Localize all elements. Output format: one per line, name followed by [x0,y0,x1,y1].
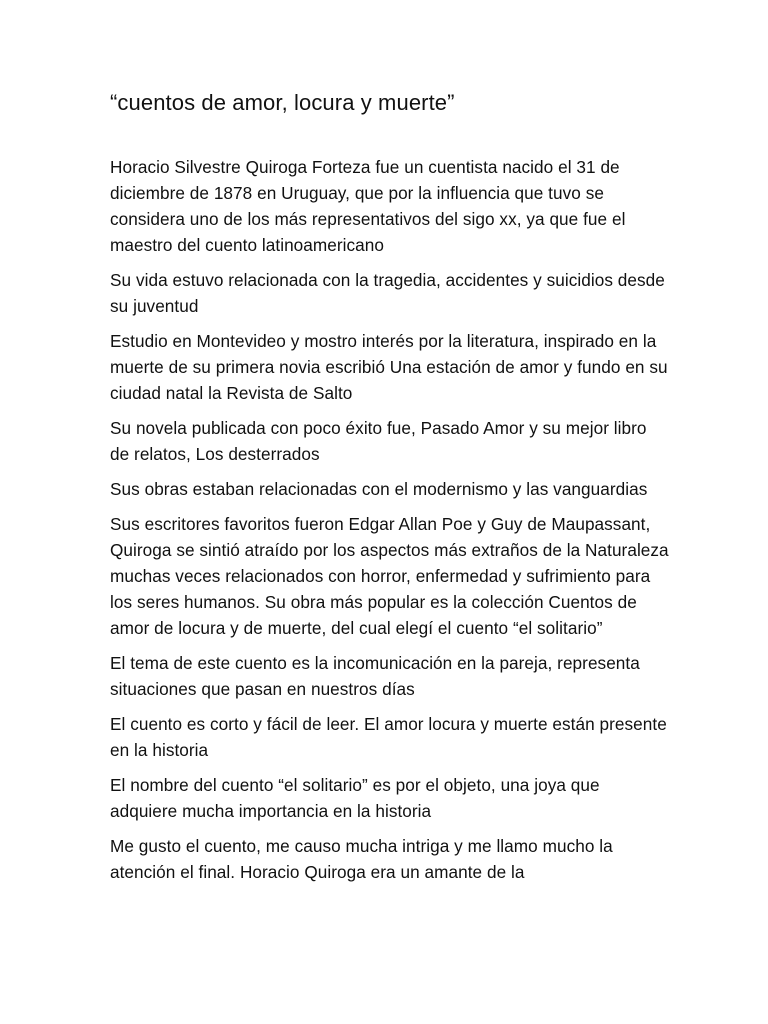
paragraph-studies: Estudio en Montevideo y mostro interés por la literatura, inspirado en la muerte de su primera novia escribió Una estación de amor y fundo en su ciudad natal la Revista de Salto [110,331,668,403]
paragraph-title-meaning: El nombre del cuento “el solitario” es por el objeto, una joya que adquiere mucha importancia en la historia [110,775,600,821]
paragraph-novel: Su novela publicada con poco éxito fue, Pasado Amor y su mejor libro de relatos, Los desterrados [110,418,647,464]
paragraph-life: Su vida estuvo relacionada con la tragedia, accidentes y suicidios desde su juventud [110,270,665,316]
paragraph-works: Sus obras estaban relacionadas con el modernismo y las vanguardias [110,479,648,499]
paragraph-intro: Horacio Silvestre Quiroga Forteza fue un cuentista nacido el 31 de diciembre de 1878 en Uruguay, que por la influencia que tuvo se considera uno de los más representativos del sigo xx, ya que fue el maestro del cuento latinoamericano [110,157,626,255]
document-title: “cuentos de amor, locura y muerte” [110,90,455,115]
paragraph-style: El cuento es corto y fácil de leer. El amor locura y muerte están presente en la historia [110,714,667,760]
paragraph-influences: Sus escritores favoritos fueron Edgar Allan Poe y Guy de Maupassant, Quiroga se sintió atraído por los aspectos más extraños de la Naturaleza muchas veces relacionados con horror, enfermedad y sufrimiento para los seres humanos. Su obra más popular es la colección Cuentos de amor de locura y de muerte, del cual elegí el cuento “el solitario” [110,514,669,638]
paragraph-theme: El tema de este cuento es la incomunicación en la pareja, representa situaciones que pasan en nuestros días [110,653,640,699]
document-body [110,88,670,894]
paragraph-opinion: Me gusto el cuento, me causo mucha intriga y me llamo mucho la atención el final. Horacio Quiroga era un amante de la [110,836,613,882]
